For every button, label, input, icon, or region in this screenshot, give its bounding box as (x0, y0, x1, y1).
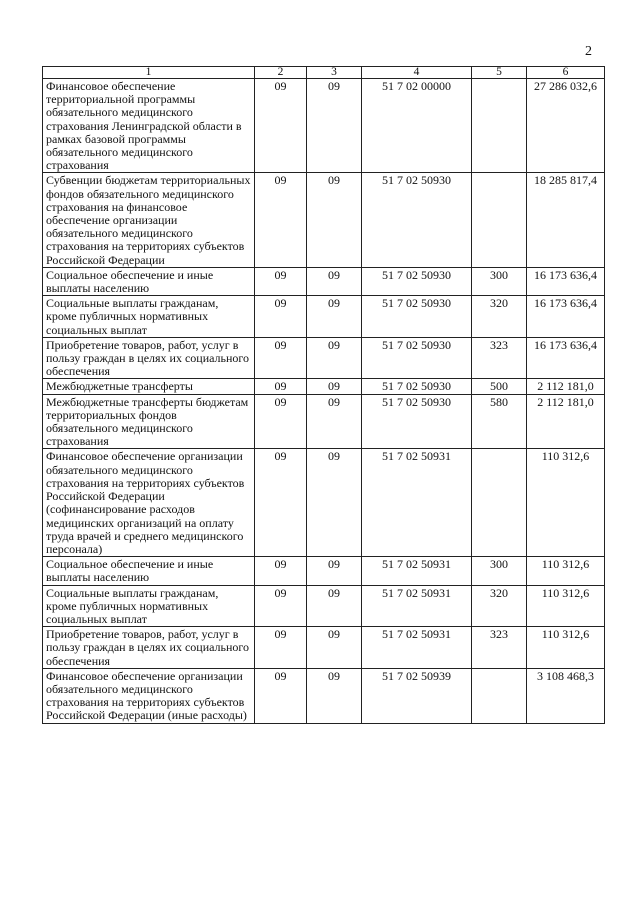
expense-type-code-cell: 580 (472, 394, 527, 449)
expense-type-code-cell: 500 (472, 379, 527, 394)
section-code-cell: 09 (255, 267, 307, 295)
amount-cell: 18 285 817,4 (527, 173, 605, 267)
table-row (43, 79, 605, 173)
table-row (43, 173, 605, 267)
subsection-code-cell: 09 (307, 267, 362, 295)
subsection-code-cell: 09 (307, 627, 362, 669)
expense-type-code-cell (472, 173, 527, 267)
table-row (43, 379, 605, 394)
amount-cell: 27 286 032,6 (527, 79, 605, 173)
section-code-cell: 09 (255, 627, 307, 669)
expense-name-cell: Субвенции бюджетам территориальных фондов обязательного медицинского страхования на финансовое обеспечение организации обязательного медицинского страхования на территориях субъектов Российской Федерации (43, 173, 255, 267)
amount-cell: 110 312,6 (527, 585, 605, 627)
section-code-cell: 09 (255, 668, 307, 723)
expense-type-code-cell: 323 (472, 337, 527, 379)
amount-cell: 110 312,6 (527, 449, 605, 557)
table-row (43, 337, 605, 379)
target-article-code-cell: 51 7 02 50930 (362, 173, 472, 267)
section-code-cell: 09 (255, 585, 307, 627)
table-row (43, 627, 605, 669)
section-code-cell: 09 (255, 173, 307, 267)
amount-cell: 2 112 181,0 (527, 394, 605, 449)
subsection-code-cell: 09 (307, 296, 362, 338)
table-row (43, 267, 605, 295)
subsection-code-cell: 09 (307, 79, 362, 173)
table-row (43, 668, 605, 723)
amount-cell: 16 173 636,4 (527, 296, 605, 338)
expense-name-cell: Социальное обеспечение и иные выплаты населению (43, 267, 255, 295)
target-article-code-cell: 51 7 02 50930 (362, 337, 472, 379)
header-col-2: 2 (255, 67, 307, 79)
expense-type-code-cell (472, 79, 527, 173)
amount-cell: 16 173 636,4 (527, 267, 605, 295)
amount-cell: 16 173 636,4 (527, 337, 605, 379)
section-code-cell: 09 (255, 337, 307, 379)
expense-name-cell: Межбюджетные трансферты бюджетам территориальных фондов обязательного медицинского страхования (43, 394, 255, 449)
target-article-code-cell: 51 7 02 50931 (362, 449, 472, 557)
subsection-code-cell: 09 (307, 337, 362, 379)
target-article-code-cell: 51 7 02 50931 (362, 585, 472, 627)
amount-cell: 3 108 468,3 (527, 668, 605, 723)
target-article-code-cell: 51 7 02 50930 (362, 394, 472, 449)
expense-name-cell: Социальное обеспечение и иные выплаты населению (43, 557, 255, 585)
expense-name-cell: Межбюджетные трансферты (43, 379, 255, 394)
subsection-code-cell: 09 (307, 394, 362, 449)
target-article-code-cell: 51 7 02 00000 (362, 79, 472, 173)
amount-cell: 110 312,6 (527, 557, 605, 585)
target-article-code-cell: 51 7 02 50930 (362, 267, 472, 295)
table-row (43, 557, 605, 585)
table-row (43, 585, 605, 627)
subsection-code-cell: 09 (307, 585, 362, 627)
expense-name-cell: Финансовое обеспечение организации обязательного медицинского страхования на территориях субъектов Российской Федерации (иные расходы) (43, 668, 255, 723)
target-article-code-cell: 51 7 02 50939 (362, 668, 472, 723)
target-article-code-cell: 51 7 02 50930 (362, 379, 472, 394)
amount-cell: 110 312,6 (527, 627, 605, 669)
section-code-cell: 09 (255, 79, 307, 173)
table-header-row (43, 67, 605, 79)
expense-type-code-cell: 320 (472, 585, 527, 627)
expense-type-code-cell (472, 449, 527, 557)
section-code-cell: 09 (255, 557, 307, 585)
section-code-cell: 09 (255, 449, 307, 557)
header-col-3: 3 (307, 67, 362, 79)
target-article-code-cell: 51 7 02 50930 (362, 296, 472, 338)
target-article-code-cell: 51 7 02 50931 (362, 557, 472, 585)
budget-table (42, 66, 605, 724)
expense-type-code-cell: 300 (472, 557, 527, 585)
expense-name-cell: Социальные выплаты гражданам, кроме публичных нормативных социальных выплат (43, 585, 255, 627)
section-code-cell: 09 (255, 296, 307, 338)
subsection-code-cell: 09 (307, 379, 362, 394)
section-code-cell: 09 (255, 394, 307, 449)
expense-type-code-cell: 300 (472, 267, 527, 295)
expense-name-cell: Социальные выплаты гражданам, кроме публичных нормативных социальных выплат (43, 296, 255, 338)
subsection-code-cell: 09 (307, 173, 362, 267)
table-row (43, 296, 605, 338)
table-row (43, 394, 605, 449)
subsection-code-cell: 09 (307, 557, 362, 585)
header-col-1: 1 (43, 67, 255, 79)
expense-name-cell: Приобретение товаров, работ, услуг в пользу граждан в целях их социального обеспечения (43, 337, 255, 379)
target-article-code-cell: 51 7 02 50931 (362, 627, 472, 669)
expense-name-cell: Приобретение товаров, работ, услуг в пользу граждан в целях их социального обеспечения (43, 627, 255, 669)
subsection-code-cell: 09 (307, 449, 362, 557)
header-col-6: 6 (527, 67, 605, 79)
amount-cell: 2 112 181,0 (527, 379, 605, 394)
subsection-code-cell: 09 (307, 668, 362, 723)
expense-type-code-cell: 323 (472, 627, 527, 669)
expense-name-cell: Финансовое обеспечение территориальной программы обязательного медицинского страхования Ленинградской области в рамках базовой программы обязательного медицинского страхования (43, 79, 255, 173)
table-row (43, 449, 605, 557)
page-number: 2 (585, 44, 592, 59)
section-code-cell: 09 (255, 379, 307, 394)
expense-type-code-cell (472, 668, 527, 723)
header-col-5: 5 (472, 67, 527, 79)
header-col-4: 4 (362, 67, 472, 79)
expense-name-cell: Финансовое обеспечение организации обязательного медицинского страхования на территориях субъектов Российской Федерации (софинансирование расходов медицинских организаций на оплату труда врачей и среднего медицинского персонала) (43, 449, 255, 557)
expense-type-code-cell: 320 (472, 296, 527, 338)
